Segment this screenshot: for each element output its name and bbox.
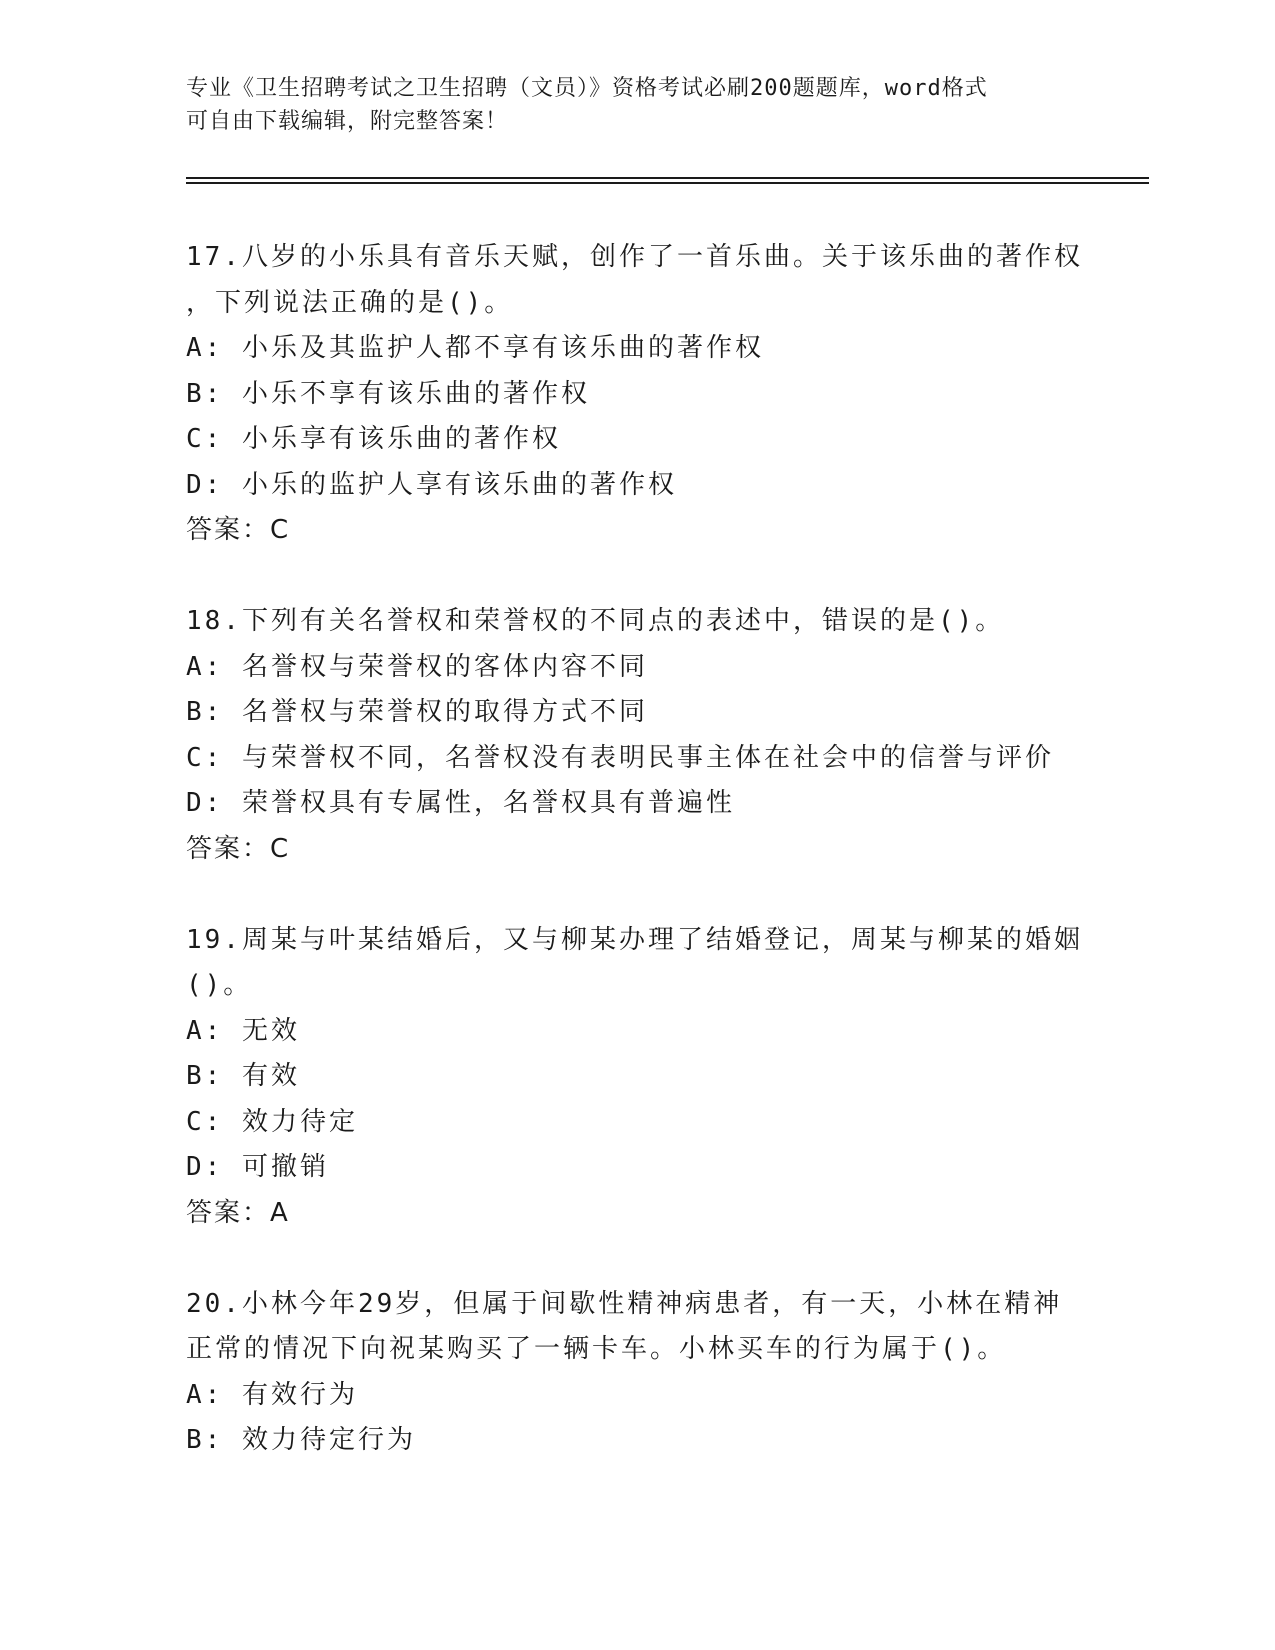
option-b: B: 名誉权与荣誉权的取得方式不同 [186,697,648,727]
answer-label: 答案：A [186,1197,290,1228]
question-20 [186,1282,1086,1464]
option-d: D: 荣誉权具有专属性，名誉权具有普遍性 [186,788,735,818]
option-c: C: 效力待定 [186,1106,358,1137]
header-line-1: 专业《卫生招聘考试之卫生招聘（文员）》资格考试必刷200题题库，word格式 [186,76,988,101]
option-a: A: 有效行为 [186,1379,358,1410]
question-text: ()。 [186,970,253,1000]
option-d: D: 小乐的监护人享有该乐曲的著作权 [186,469,677,500]
option-c: C: 小乐享有该乐曲的著作权 [186,424,561,454]
spacer [186,1236,1086,1282]
option-b: B: 效力待定行为 [186,1425,416,1455]
question-18 [186,599,1086,872]
header-rule-bottom [186,182,1149,184]
option-d: D: 可撤销 [186,1152,329,1182]
document-header [186,72,1086,138]
option-c: C: 与荣誉权不同，名誉权没有表明民事主体在社会中的信誉与评价 [186,742,1054,773]
option-a: A: 无效 [186,1015,300,1046]
answer-label: 答案：C [186,515,291,545]
question-list [186,235,1086,1464]
option-a: A: 小乐及其监护人都不享有该乐曲的著作权 [186,333,764,363]
header-line-2: 可自由下载编辑，附完整答案！ [186,109,509,134]
spacer [186,554,1086,600]
option-b: B: 有效 [186,1061,300,1091]
question-text: 正常的情况下向祝某购买了一辆卡车。小林买车的行为属于()。 [186,1334,1007,1364]
spacer [186,872,1086,918]
question-text: 19.周某与叶某结婚后，又与柳某办理了结婚登记，周某与柳某的婚姻 [186,924,1083,955]
option-b: B: 小乐不享有该乐曲的著作权 [186,378,590,409]
question-text: ，下列说法正确的是()。 [186,287,514,318]
answer-label: 答案：C [186,833,291,864]
question-text: 17.八岁的小乐具有音乐天赋，创作了一首乐曲。关于该乐曲的著作权 [186,242,1083,272]
question-text: 20.小林今年29岁，但属于间歇性精神病患者，有一天，小林在精神 [186,1288,1063,1319]
option-a: A: 名誉权与荣誉权的客体内容不同 [186,651,648,682]
question-text: 18.下列有关名誉权和荣誉权的不同点的表述中，错误的是()。 [186,606,1005,636]
question-17 [186,235,1086,554]
header-rule-top [186,177,1149,179]
question-19 [186,918,1086,1237]
